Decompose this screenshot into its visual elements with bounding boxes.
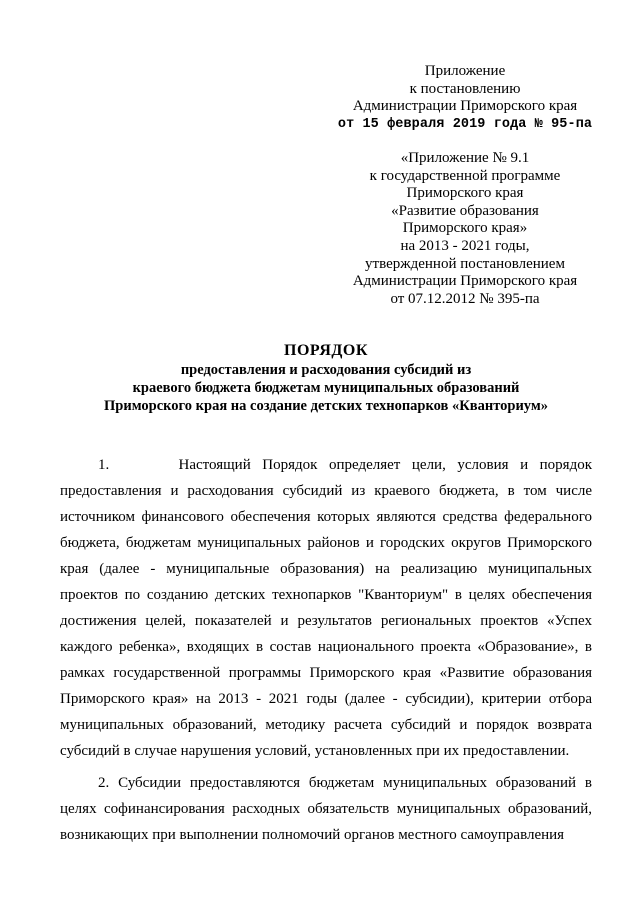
- program-appendix-reference: [330, 150, 600, 308]
- appendix-date-stamp: от 15 февраля 2019 года № 95-па: [337, 116, 593, 132]
- paragraph-1: 1. Настоящий Порядок определяет цели, условия и порядок предоставления и расходования субсидий из краевого бюджета, в том числе источником финансового обеспечения которых являются средства федерального бюджета, бюджетам муниципальных районов и городских округов Приморского края (далее - муниципальные образования) на реализацию муниципальных проектов по созданию детских технопарков "Кванториум" в целях обеспечения достижения целей, показателей и результатов региональных проектов «Успех каждого ребенка», входящих в состав национального проекта «Образование», в рамках государственной программы Приморского края «Развитие образования Приморского края» на 2013 - 2021 годы (далее - субсидии), критерии отбора муниципальных образований, методику расчета субсидий и порядок возврата субсидий в случае нарушения условий, установленных при их предоставлении.: [60, 457, 592, 759]
- ref-line-5: Приморского края»: [402, 220, 528, 237]
- title-main: ПОРЯДОК: [284, 342, 368, 359]
- ref-line-7: утвержденной постановлением: [365, 255, 565, 272]
- paragraph-2: 2. Субсидии предоставляются бюджетам муниципальных образований в целях софинансирования расходных обязательств муниципальных образований, возникающих при выполнении полномочий органов местного самоуправления: [60, 775, 592, 843]
- appendix-line-3: Администрации Приморского края: [352, 98, 578, 114]
- ref-line-3: Приморского края: [406, 185, 524, 202]
- ref-line-4: «Развитие образования: [391, 202, 539, 219]
- appendix-header: [330, 63, 600, 133]
- document-body: [60, 452, 592, 848]
- title-line-3: Приморского края на создание детских технопарков «Кванториум»: [104, 398, 548, 414]
- title-line-2: краевого бюджета бюджетам муниципальных образований: [132, 380, 520, 396]
- ref-line-2: к государственной программе: [369, 167, 561, 184]
- ref-line-9: от 07.12.2012 № 395-па: [390, 290, 540, 307]
- appendix-line-1: Приложение: [424, 63, 506, 79]
- appendix-line-2: к постановлению: [409, 80, 521, 97]
- document-title: [60, 341, 592, 415]
- ref-line-6: на 2013 - 2021 годы,: [400, 237, 530, 254]
- ref-line-8: Администрации Приморского края: [352, 273, 578, 290]
- title-line-1: предоставления и расходования субсидий из: [180, 362, 472, 378]
- ref-line-1: «Приложение № 9.1: [400, 150, 530, 166]
